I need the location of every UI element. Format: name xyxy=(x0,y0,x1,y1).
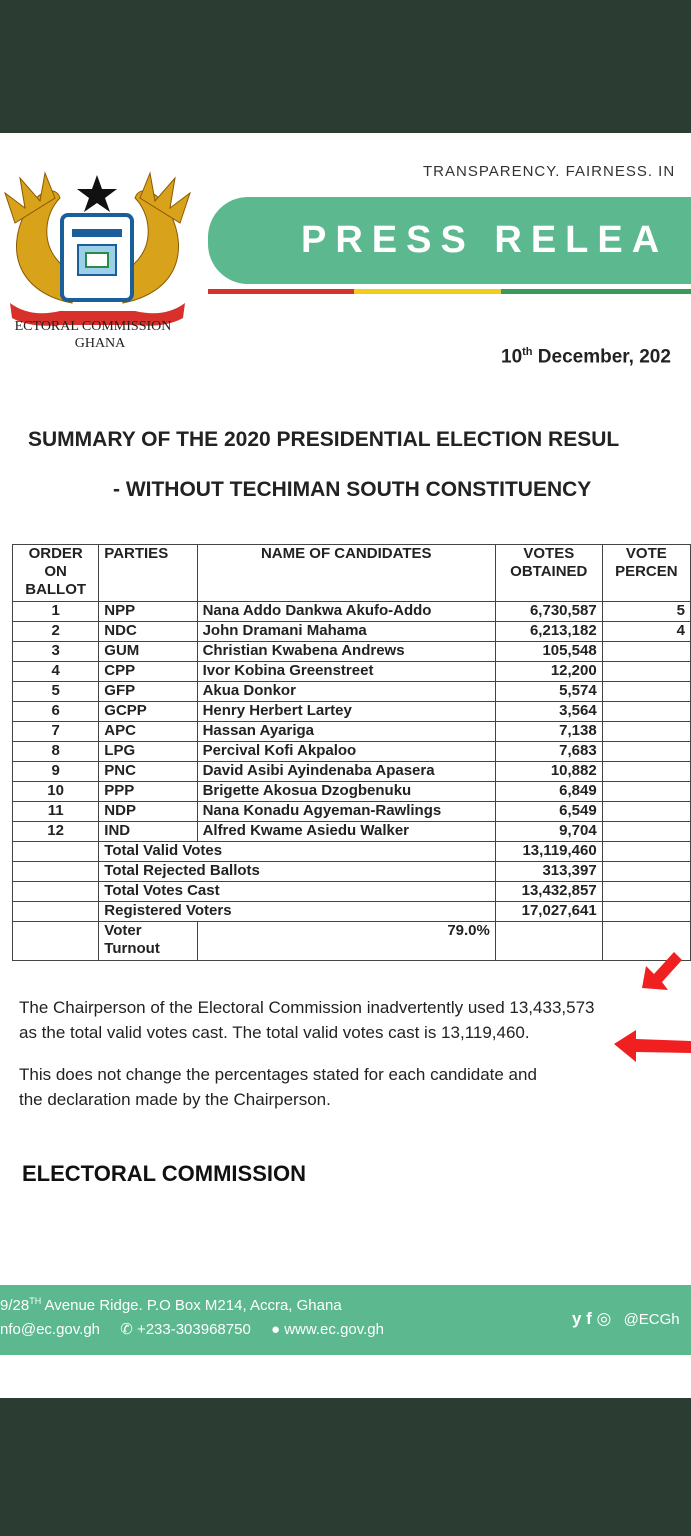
total-label: Registered Voters xyxy=(99,902,496,922)
cell-percentage xyxy=(602,782,690,802)
total-label: Total Rejected Ballots xyxy=(99,862,496,882)
cell-order: 11 xyxy=(13,802,99,822)
results-table xyxy=(12,544,691,961)
cell-party: IND xyxy=(99,822,197,842)
social-icons[interactable]: y f ◎ xyxy=(572,1309,612,1328)
cell-votes: 7,683 xyxy=(495,742,602,762)
cell-order: 6 xyxy=(13,702,99,722)
cell-order: 7 xyxy=(13,722,99,742)
cell-votes: 6,849 xyxy=(495,782,602,802)
table-row xyxy=(13,702,691,722)
cell-party: GUM xyxy=(99,642,197,662)
total-empty-cell xyxy=(602,882,690,902)
total-empty-cell xyxy=(602,902,690,922)
cell-candidate: Nana Addo Dankwa Akufo-Addo xyxy=(197,602,495,622)
cell-votes: 3,564 xyxy=(495,702,602,722)
cell-candidate: David Asibi Ayindenaba Apasera xyxy=(197,762,495,782)
cell-votes: 7,138 xyxy=(495,722,602,742)
footer-email[interactable]: nfo@ec.gov.gh xyxy=(0,1321,101,1338)
summary-title: SUMMARY OF THE 2020 PRESIDENTIAL ELECTION RESUL xyxy=(28,428,620,451)
cell-votes: 6,549 xyxy=(495,802,602,822)
cell-percentage: 4 xyxy=(602,622,690,642)
cell-votes: 105,548 xyxy=(495,642,602,662)
total-value: 13,432,857 xyxy=(495,882,602,902)
press-release-document xyxy=(0,133,691,1398)
cell-votes: 5,574 xyxy=(495,682,602,702)
total-label: Total Votes Cast xyxy=(99,882,496,902)
cell-party: APC xyxy=(99,722,197,742)
cell-percentage xyxy=(602,642,690,662)
table-row xyxy=(13,782,691,802)
cell-percentage xyxy=(602,682,690,702)
cell-percentage: 5 xyxy=(602,602,690,622)
turnout-empty-cell xyxy=(495,922,602,961)
total-value: 17,027,641 xyxy=(495,902,602,922)
cell-votes: 9,704 xyxy=(495,822,602,842)
cell-order: 12 xyxy=(13,822,99,842)
cell-votes: 6,213,182 xyxy=(495,622,602,642)
cell-candidate: Christian Kwabena Andrews xyxy=(197,642,495,662)
correction-line1: The Chairperson of the Electoral Commission inadvertently used 13,433,573 xyxy=(19,998,595,1017)
cell-candidate: Hassan Ayariga xyxy=(197,722,495,742)
total-row xyxy=(13,902,691,922)
cell-order: 1 xyxy=(13,602,99,622)
header-votes-obtained: VOTES OBTAINED xyxy=(495,545,602,602)
table-row xyxy=(13,742,691,762)
cell-percentage xyxy=(602,762,690,782)
cell-party: PNC xyxy=(99,762,197,782)
date-rest: December, 202 xyxy=(532,346,671,368)
table-row xyxy=(13,602,691,622)
turnout-value: 79.0% xyxy=(197,922,495,961)
total-row xyxy=(13,882,691,902)
flag-color-line xyxy=(208,289,691,294)
cell-party: PPP xyxy=(99,782,197,802)
cell-order: 8 xyxy=(13,742,99,762)
table-row xyxy=(13,722,691,742)
commission-name-line1: ECTORAL COMMISSION xyxy=(14,319,172,334)
red-arrow-annotation-lower xyxy=(612,1028,691,1066)
cell-party: LPG xyxy=(99,742,197,762)
cell-party: GCPP xyxy=(99,702,197,722)
cell-candidate: Percival Kofi Akpaloo xyxy=(197,742,495,762)
total-empty-cell xyxy=(13,902,99,922)
globe-icon: ● xyxy=(270,1321,281,1338)
cell-candidate: John Dramani Mahama xyxy=(197,622,495,642)
total-row xyxy=(13,842,691,862)
footer-phone[interactable]: +233-303968750 xyxy=(136,1321,251,1338)
cell-party: NDP xyxy=(99,802,197,822)
footer-contacts xyxy=(0,1320,384,1338)
total-label: Total Valid Votes xyxy=(99,842,496,862)
clarification-paragraph xyxy=(19,1062,639,1112)
motto: TRANSPARENCY. FAIRNESS. IN xyxy=(423,163,676,180)
cell-order: 2 xyxy=(13,622,99,642)
cell-candidate: Akua Donkor xyxy=(197,682,495,702)
cell-percentage xyxy=(602,722,690,742)
commission-name xyxy=(0,318,200,352)
turnout-row xyxy=(13,922,691,961)
banner-title: PRESS RELEA xyxy=(301,219,669,261)
total-row xyxy=(13,862,691,882)
cell-party: NDC xyxy=(99,622,197,642)
clarification-line2: the declaration made by the Chairperson. xyxy=(19,1090,331,1109)
total-value: 313,397 xyxy=(495,862,602,882)
ghana-coat-of-arms-emblem xyxy=(0,153,195,328)
footer-website[interactable]: www.ec.gov.gh xyxy=(284,1321,384,1338)
cell-percentage xyxy=(602,742,690,762)
turnout-empty-cell xyxy=(13,922,99,961)
cell-candidate: Brigette Akosua Dzogbenuku xyxy=(197,782,495,802)
footer-address: 9/28TH Avenue Ridge. P.O Box M214, Accra, Ghana xyxy=(0,1296,342,1314)
total-empty-cell xyxy=(13,862,99,882)
cell-percentage xyxy=(602,702,690,722)
summary-subtitle: - WITHOUT TECHIMAN SOUTH CONSTITUENCY xyxy=(113,478,592,501)
cell-percentage xyxy=(602,662,690,682)
press-release-banner xyxy=(208,197,691,284)
phone-icon: ✆ xyxy=(120,1321,133,1338)
table-row xyxy=(13,762,691,782)
turnout-label: Voter Turnout xyxy=(99,922,197,961)
table-row xyxy=(13,662,691,682)
cell-order: 5 xyxy=(13,682,99,702)
total-value: 13,119,460 xyxy=(495,842,602,862)
red-arrow-annotation-upper xyxy=(636,948,686,994)
signoff: ELECTORAL COMMISSION xyxy=(22,1161,306,1186)
cell-order: 3 xyxy=(13,642,99,662)
table-row xyxy=(13,622,691,642)
cell-percentage xyxy=(602,802,690,822)
flag-gold-segment xyxy=(354,289,500,294)
correction-line2: as the total valid votes cast. The total valid votes cast is 13,119,460. xyxy=(19,1023,530,1042)
header-vote-percentage: VOTE PERCEN xyxy=(602,545,690,602)
header-candidates: NAME OF CANDIDATES xyxy=(197,545,495,602)
header-order-on-ballot: ORDER ON BALLOT xyxy=(13,545,99,602)
table-row xyxy=(13,642,691,662)
table-row xyxy=(13,802,691,822)
cell-party: GFP xyxy=(99,682,197,702)
cell-order: 10 xyxy=(13,782,99,802)
table-header-row xyxy=(13,545,691,602)
cell-votes: 6,730,587 xyxy=(495,602,602,622)
footer-band xyxy=(0,1285,691,1355)
social-handle[interactable]: @ECGh xyxy=(623,1311,680,1328)
total-empty-cell xyxy=(602,842,690,862)
flag-red-segment xyxy=(208,289,354,294)
bottom-dark-band xyxy=(0,1398,691,1536)
cell-votes: 10,882 xyxy=(495,762,602,782)
candidate-rows xyxy=(13,602,691,842)
cell-party: CPP xyxy=(99,662,197,682)
cell-percentage xyxy=(602,822,690,842)
table-row xyxy=(13,682,691,702)
date-day: 10 xyxy=(501,346,523,368)
total-empty-cell xyxy=(13,882,99,902)
clarification-line1: This does not change the percentages stated for each candidate and xyxy=(19,1065,537,1084)
correction-paragraph xyxy=(19,995,691,1045)
cell-party: NPP xyxy=(99,602,197,622)
date-suffix: th xyxy=(522,346,533,358)
header-parties: PARTIES xyxy=(99,545,197,602)
footer-social xyxy=(572,1309,680,1329)
cell-candidate: Alfred Kwame Asiedu Walker xyxy=(197,822,495,842)
cell-votes: 12,200 xyxy=(495,662,602,682)
total-empty-cell xyxy=(13,842,99,862)
commission-name-line2: GHANA xyxy=(74,336,126,351)
cell-candidate: Henry Herbert Lartey xyxy=(197,702,495,722)
total-empty-cell xyxy=(602,862,690,882)
cell-candidate: Ivor Kobina Greenstreet xyxy=(197,662,495,682)
cell-candidate: Nana Konadu Agyeman-Rawlings xyxy=(197,802,495,822)
total-rows xyxy=(13,842,691,922)
cell-order: 4 xyxy=(13,662,99,682)
table-row xyxy=(13,822,691,842)
flag-green-segment xyxy=(501,289,691,294)
release-date xyxy=(501,346,671,368)
cell-order: 9 xyxy=(13,762,99,782)
